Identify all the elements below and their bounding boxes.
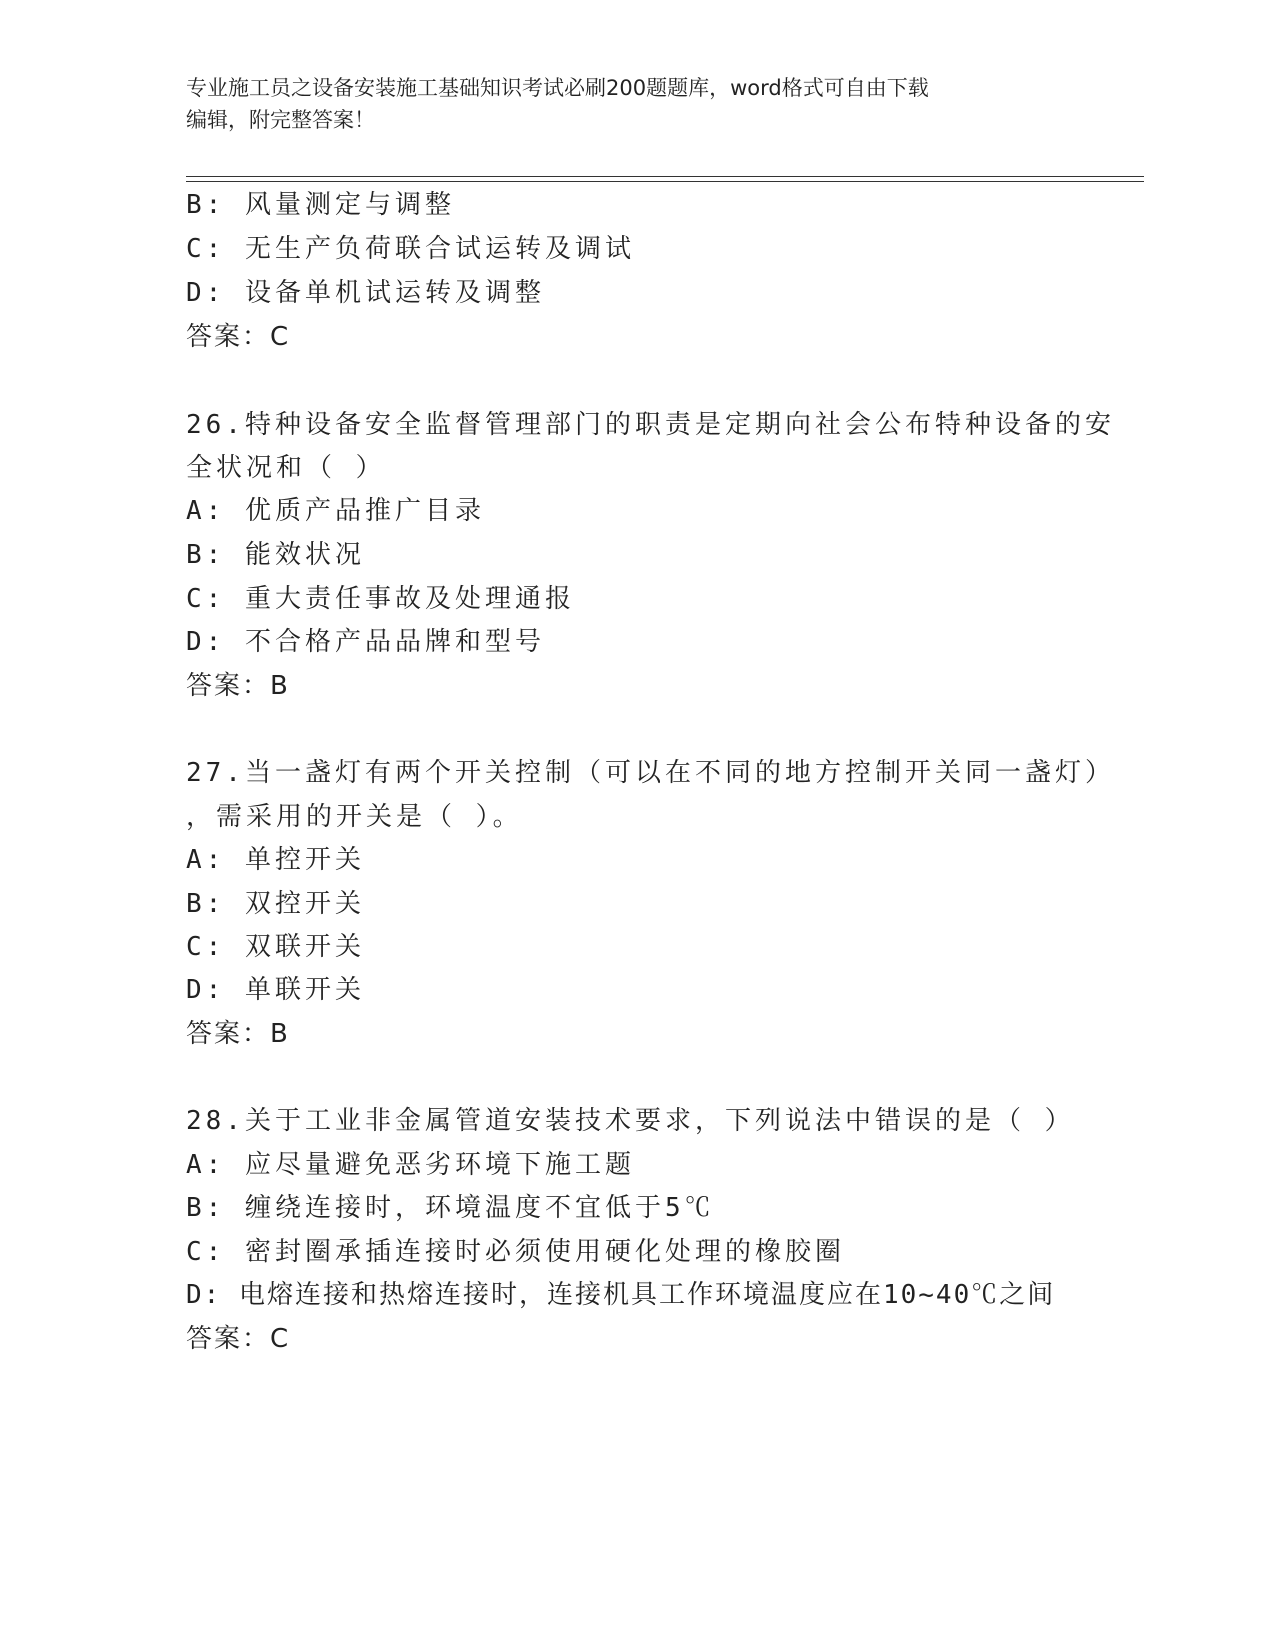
q26-option-a: A: 优质产品推广目录 [186, 496, 485, 526]
header-divider-top [186, 176, 1144, 177]
prev-option-c: C: 无生产负荷联合试运转及调试 [186, 234, 635, 264]
q26-stem-line-2: 全状况和（ ） [186, 453, 386, 483]
q26-option-b: B: 能效状况 [186, 540, 365, 570]
q28-option-a: A: 应尽量避免恶劣环境下施工题 [186, 1150, 635, 1180]
header-divider-bottom [186, 181, 1144, 182]
prev-option-b: B: 风量测定与调整 [186, 190, 455, 220]
q26-option-c: C: 重大责任事故及处理通报 [186, 584, 575, 614]
prev-answer: 答案：C [186, 322, 291, 352]
q28-answer: 答案：C [186, 1324, 291, 1354]
q27-option-d: D: 单联开关 [186, 975, 365, 1005]
q27-stem-line-2: ，需采用的开关是（ ）。 [186, 802, 523, 832]
q26-stem-line-1: 26.特种设备安全监督管理部门的职责是定期向社会公布特种设备的安 [186, 410, 1115, 440]
q27-answer: 答案：B [186, 1019, 290, 1049]
document-header [186, 72, 1086, 136]
q27-option-a: A: 单控开关 [186, 845, 365, 875]
q27-stem-line-1: 27.当一盏灯有两个开关控制（可以在不同的地方控制开关同一盏灯） [186, 758, 1115, 788]
header-line-1: 专业施工员之设备安装施工基础知识考试必刷200题题库，word格式可自由下载 [186, 76, 929, 100]
q28-stem-line-1: 28.关于工业非金属管道安装技术要求，下列说法中错误的是（ ） [186, 1106, 1075, 1136]
q28-option-d: D: 电熔连接和热熔连接时，连接机具工作环境温度应在10~40℃之间 [186, 1280, 1056, 1310]
header-line-2: 编辑，附完整答案！ [186, 108, 375, 132]
q28-option-b: B: 缠绕连接时，环境温度不宜低于5℃ [186, 1193, 715, 1223]
q27-option-c: C: 双联开关 [186, 932, 365, 962]
q27-option-b: B: 双控开关 [186, 889, 365, 919]
q26-option-d: D: 不合格产品品牌和型号 [186, 627, 545, 657]
q28-option-c: C: 密封圈承插连接时必须使用硬化处理的橡胶圈 [186, 1237, 845, 1267]
prev-option-d: D: 设备单机试运转及调整 [186, 278, 545, 308]
q26-answer: 答案：B [186, 671, 290, 701]
